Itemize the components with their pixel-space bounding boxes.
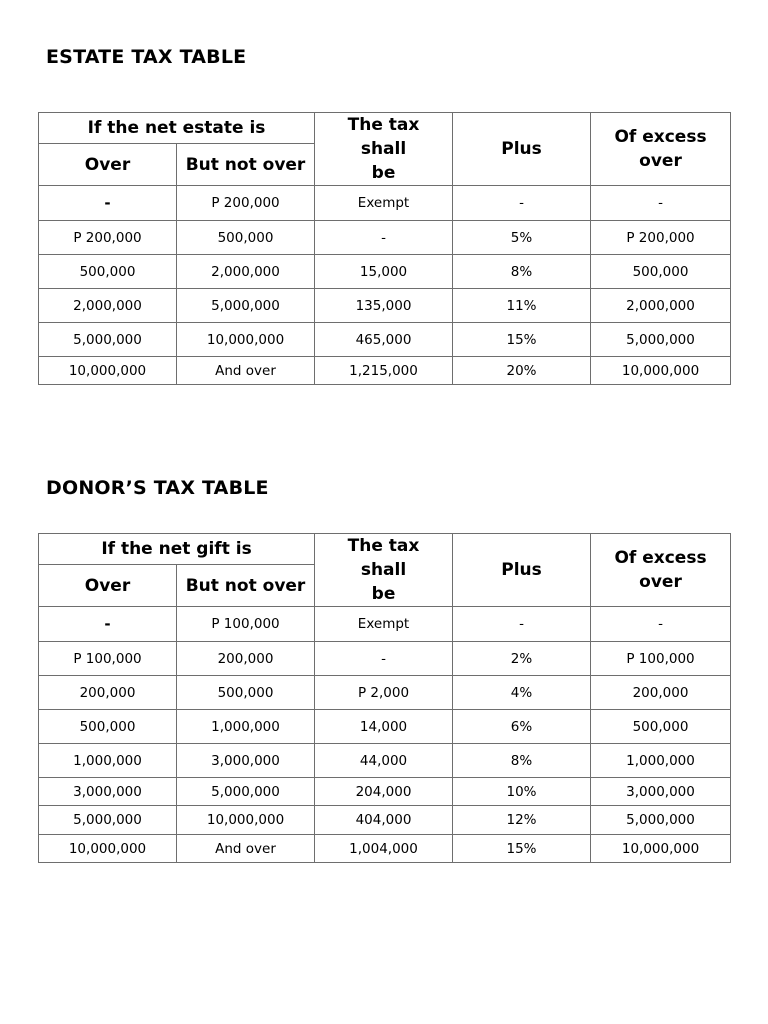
cell-excess-over: 2,000,000	[591, 289, 731, 323]
cell-excess-over: 1,000,000	[591, 744, 731, 778]
cell-over: 5,000,000	[39, 323, 177, 357]
cell-but-not-over: 5,000,000	[177, 289, 315, 323]
cell-over: 10,000,000	[39, 357, 177, 385]
table-row	[39, 676, 731, 710]
cell-tax: 465,000	[315, 323, 453, 357]
estate-table-body	[39, 186, 731, 385]
cell-tax: 1,004,000	[315, 835, 453, 863]
estate-over-header: Over	[39, 144, 177, 186]
cell-excess-over: 500,000	[591, 255, 731, 289]
estate-excess-header	[591, 113, 731, 186]
cell-over: 10,000,000	[39, 835, 177, 863]
donor-table-body	[39, 607, 731, 863]
donor-tax-header-line1: The tax	[347, 536, 420, 556]
estate-tax-header-line2: shall	[360, 139, 407, 159]
table-row	[39, 255, 731, 289]
cell-plus: 15%	[453, 835, 591, 863]
cell-over: 3,000,000	[39, 778, 177, 806]
cell-excess-over: 500,000	[591, 710, 731, 744]
table-row	[39, 778, 731, 806]
table-row	[39, 607, 731, 642]
cell-but-not-over: 5,000,000	[177, 778, 315, 806]
table-row	[39, 806, 731, 835]
cell-excess-over: -	[591, 186, 731, 221]
estate-but-not-over-header: But not over	[177, 144, 315, 186]
cell-excess-over: -	[591, 607, 731, 642]
cell-plus: 2%	[453, 642, 591, 676]
cell-over: -	[39, 186, 177, 221]
cell-but-not-over: And over	[177, 835, 315, 863]
table-row	[39, 744, 731, 778]
estate-tax-header-line1: The tax	[347, 115, 420, 135]
cell-excess-over: 5,000,000	[591, 806, 731, 835]
cell-but-not-over: P 100,000	[177, 607, 315, 642]
cell-plus: 6%	[453, 710, 591, 744]
estate-excess-header-line1: Of excess	[614, 127, 707, 147]
cell-excess-over: 3,000,000	[591, 778, 731, 806]
cell-excess-over: 10,000,000	[591, 835, 731, 863]
donor-tax-header-line2: shall	[360, 560, 407, 580]
donor-plus-header: Plus	[453, 534, 591, 607]
cell-tax: 135,000	[315, 289, 453, 323]
estate-tax-title: ESTATE TAX TABLE	[46, 46, 247, 68]
cell-but-not-over: 10,000,000	[177, 323, 315, 357]
cell-over: -	[39, 607, 177, 642]
donor-tax-table	[38, 533, 731, 863]
cell-tax: 44,000	[315, 744, 453, 778]
cell-plus: 8%	[453, 255, 591, 289]
cell-plus: -	[453, 186, 591, 221]
cell-plus: 8%	[453, 744, 591, 778]
cell-tax: 204,000	[315, 778, 453, 806]
cell-over: 500,000	[39, 255, 177, 289]
cell-plus: 10%	[453, 778, 591, 806]
cell-tax: 14,000	[315, 710, 453, 744]
cell-excess-over: 5,000,000	[591, 323, 731, 357]
donor-tax-title: DONOR’S TAX TABLE	[46, 477, 269, 499]
cell-tax: 404,000	[315, 806, 453, 835]
cell-but-not-over: 500,000	[177, 676, 315, 710]
donor-group-header: If the net gift is	[39, 534, 315, 565]
cell-over: P 100,000	[39, 642, 177, 676]
cell-excess-over: P 100,000	[591, 642, 731, 676]
table-row	[39, 221, 731, 255]
cell-over: 500,000	[39, 710, 177, 744]
cell-excess-over: P 200,000	[591, 221, 731, 255]
estate-plus-header: Plus	[453, 113, 591, 186]
table-row	[39, 642, 731, 676]
cell-tax: Exempt	[315, 607, 453, 642]
donor-excess-header	[591, 534, 731, 607]
estate-tax-table	[38, 112, 731, 385]
cell-plus: 4%	[453, 676, 591, 710]
cell-tax: 15,000	[315, 255, 453, 289]
cell-but-not-over: And over	[177, 357, 315, 385]
cell-excess-over: 10,000,000	[591, 357, 731, 385]
estate-group-header: If the net estate is	[39, 113, 315, 144]
cell-tax: Exempt	[315, 186, 453, 221]
cell-plus: 5%	[453, 221, 591, 255]
estate-excess-header-line2: over	[639, 151, 682, 171]
table-row	[39, 835, 731, 863]
table-row	[39, 357, 731, 385]
cell-tax: -	[315, 642, 453, 676]
cell-plus: 12%	[453, 806, 591, 835]
donor-over-header: Over	[39, 565, 177, 607]
cell-over: 5,000,000	[39, 806, 177, 835]
cell-over: 1,000,000	[39, 744, 177, 778]
cell-tax: 1,215,000	[315, 357, 453, 385]
cell-over: P 200,000	[39, 221, 177, 255]
cell-but-not-over: 2,000,000	[177, 255, 315, 289]
cell-plus: 11%	[453, 289, 591, 323]
cell-tax: -	[315, 221, 453, 255]
cell-but-not-over: 500,000	[177, 221, 315, 255]
donor-but-not-over-header: But not over	[177, 565, 315, 607]
table-row	[39, 710, 731, 744]
cell-over: 2,000,000	[39, 289, 177, 323]
cell-but-not-over: 1,000,000	[177, 710, 315, 744]
table-row	[39, 323, 731, 357]
cell-but-not-over: P 200,000	[177, 186, 315, 221]
cell-but-not-over: 200,000	[177, 642, 315, 676]
cell-excess-over: 200,000	[591, 676, 731, 710]
table-row	[39, 186, 731, 221]
estate-tax-header-line3: be	[371, 163, 396, 183]
cell-plus: 20%	[453, 357, 591, 385]
donor-excess-header-line1: Of excess	[614, 548, 707, 568]
table-row	[39, 289, 731, 323]
cell-plus: 15%	[453, 323, 591, 357]
donor-tax-header-line3: be	[371, 584, 396, 604]
cell-plus: -	[453, 607, 591, 642]
cell-but-not-over: 3,000,000	[177, 744, 315, 778]
donor-tax-header	[315, 534, 453, 607]
cell-but-not-over: 10,000,000	[177, 806, 315, 835]
cell-over: 200,000	[39, 676, 177, 710]
cell-tax: P 2,000	[315, 676, 453, 710]
estate-tax-header	[315, 113, 453, 186]
donor-excess-header-line2: over	[639, 572, 682, 592]
